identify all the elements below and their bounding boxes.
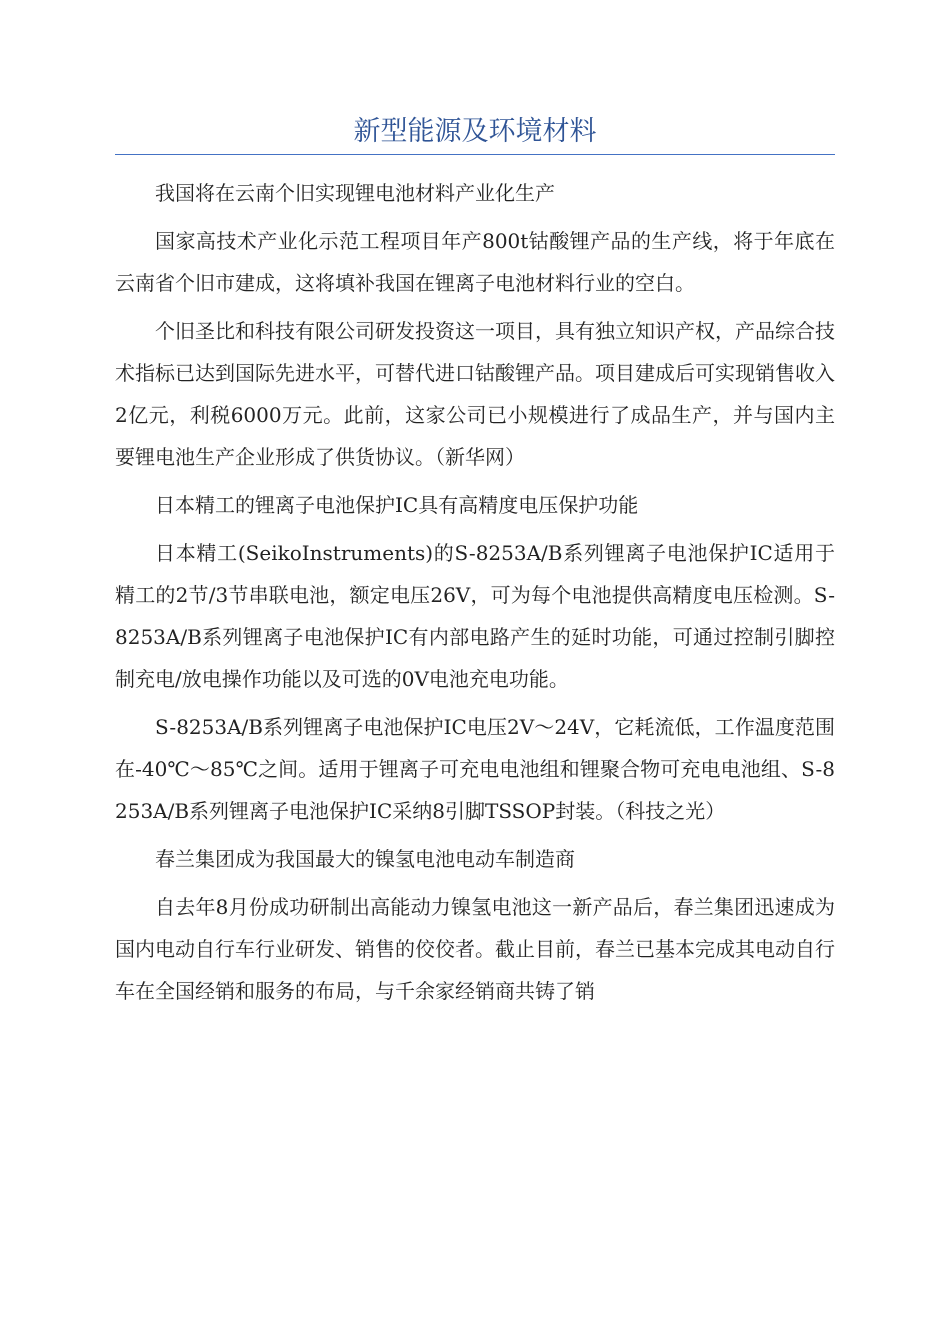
paragraph-5: 自去年8月份成功研制出高能动力镍氢电池这一新产品后，春兰集团迅速成为国内电动自行车行业研发、销售的佼佼者。截止目前，春兰已基本完成其电动自行车在全国经销和服务的布局，与千余家经销商共铸了销 — [115, 895, 835, 1003]
document-body — [115, 172, 835, 1018]
paragraph-1: 国家高技术产业化示范工程项目年产800t钴酸锂产品的生产线，将于年底在云南省个旧市建成，这将填补我国在锂离子电池材料行业的空白。 — [115, 229, 835, 295]
article-heading-2: 日本精工的锂离子电池保护IC具有高精度电压保护功能 — [155, 493, 639, 517]
title-underline — [115, 154, 835, 155]
article-heading-3: 春兰集团成为我国最大的镍氢电池电动车制造商 — [155, 847, 575, 871]
paragraph-4: S-8253A/B系列锂离子电池保护IC电压2V～24V，它耗流低，工作温度范围在-40℃～85℃之间。适用于锂离子可充电电池组和锂聚合物可充电电池组、S-8253A/B系列锂离子电池保护IC采纳8引脚TSSOP封装。（科技之光） — [115, 715, 835, 823]
paragraph-2: 个旧圣比和科技有限公司研发投资这一项目，具有独立知识产权，产品综合技术指标已达到国际先进水平，可替代进口钴酸锂产品。项目建成后可实现销售收入2亿元，利税6000万元。此前，这家公司已小规模进行了成品生产，并与国内主要锂电池生产企业形成了供货协议。（新华网） — [115, 319, 835, 469]
article-heading-1: 我国将在云南个旧实现锂电池材料产业化生产 — [155, 181, 555, 205]
page-title: 新型能源及环境材料 — [353, 116, 597, 147]
paragraph-3: 日本精工(SeikoInstruments)的S-8253A/B系列锂离子电池保护IC适用于精工的2节/3节串联电池，额定电压26V，可为每个电池提供高精度电压检测。S-8253A/B系列锂离子电池保护IC有内部电路产生的延时功能，可通过控制引脚控制充电/放电操作功能以及可选的0V电池充电功能。 — [115, 541, 835, 691]
